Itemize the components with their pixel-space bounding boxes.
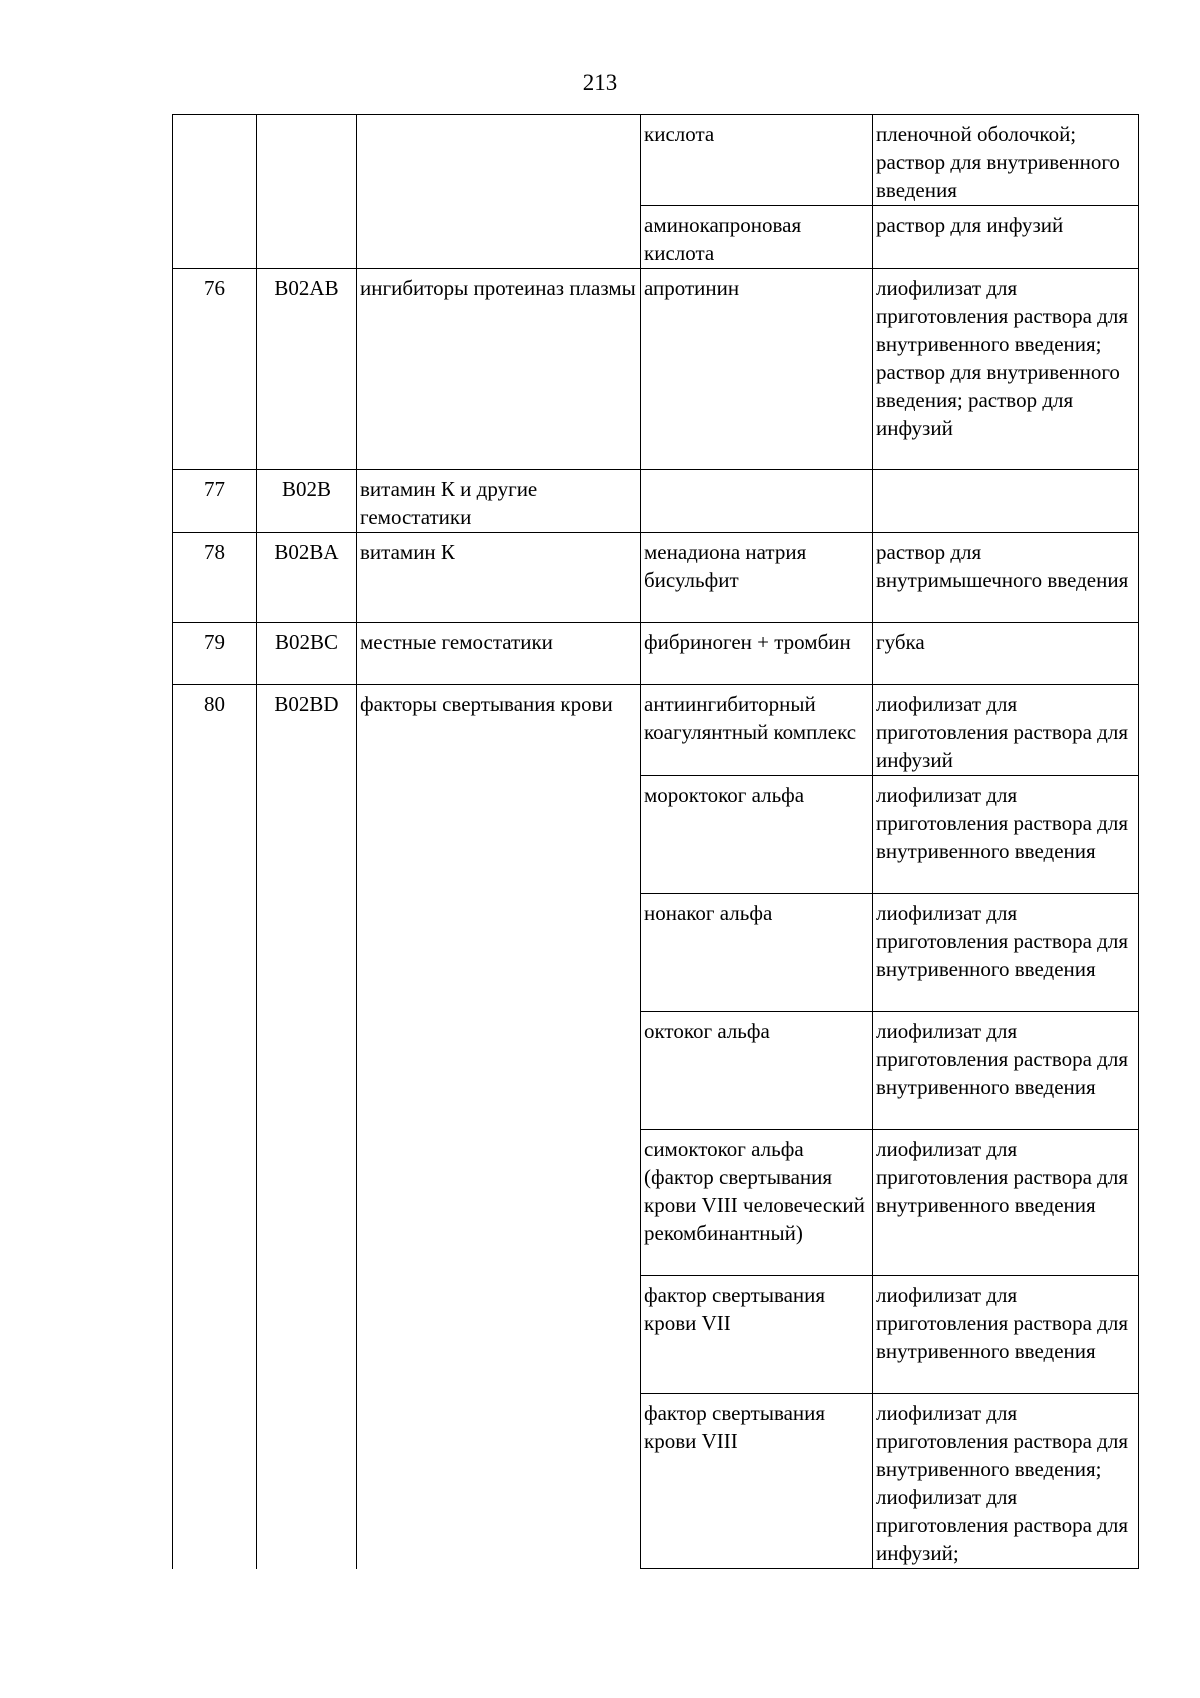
drug-name-cell: мороктоког альфа xyxy=(641,776,873,894)
drug-list-table xyxy=(172,114,1139,1569)
dosage-form-cell: раствор для инфузий xyxy=(873,206,1139,269)
drug-name-cell: апротинин xyxy=(641,269,873,470)
row-number-cell: 76 xyxy=(173,269,257,470)
group-cell: ингибиторы протеиназ плазмы xyxy=(357,269,641,470)
atc-code-cell: B02BD xyxy=(257,685,357,1569)
drug-name-cell: антиингибиторный коагулянтный комплекс xyxy=(641,685,873,776)
group-cell: витамин К и другие гемостатики xyxy=(357,470,641,533)
drug-name-cell: кислота xyxy=(641,115,873,206)
row-number-cell: 78 xyxy=(173,533,257,623)
drug-name-cell: фактор свертывания крови VIII xyxy=(641,1394,873,1569)
row-number-cell: 77 xyxy=(173,470,257,533)
drug-name-cell: фактор свертывания крови VII xyxy=(641,1276,873,1394)
dosage-form-cell: раствор для внутримышечного введения xyxy=(873,533,1139,623)
table-row xyxy=(173,470,1139,533)
dosage-form-cell: лиофилизат для приготовления раствора для внутривенного введения; лиофилизат для приготовления раствора для инфузий; xyxy=(873,1394,1139,1569)
atc-code-cell: B02BC xyxy=(257,623,357,685)
dosage-form-cell xyxy=(873,470,1139,533)
group-cell: факторы свертывания крови xyxy=(357,685,641,1569)
dosage-form-cell: лиофилизат для приготовления раствора для внутривенного введения xyxy=(873,1012,1139,1130)
group-cell xyxy=(357,115,641,269)
drug-name-cell: симоктоког альфа (фактор свертывания крови VIII человеческий рекомбинантный) xyxy=(641,1130,873,1276)
drug-name-cell: аминокапроновая кислота xyxy=(641,206,873,269)
row-number-cell: 80 xyxy=(173,685,257,1569)
atc-code-cell: B02AB xyxy=(257,269,357,470)
dosage-form-cell: лиофилизат для приготовления раствора для внутривенного введения xyxy=(873,776,1139,894)
dosage-form-cell: лиофилизат для приготовления раствора для внутривенного введения xyxy=(873,1130,1139,1276)
dosage-form-cell: лиофилизат для приготовления раствора для внутривенного введения xyxy=(873,1276,1139,1394)
row-number-cell: 79 xyxy=(173,623,257,685)
table-row xyxy=(173,115,1139,206)
group-cell: витамин К xyxy=(357,533,641,623)
drug-name-cell: нонаког альфа xyxy=(641,894,873,1012)
atc-code-cell: B02BA xyxy=(257,533,357,623)
group-cell: местные гемостатики xyxy=(357,623,641,685)
atc-code-cell: B02B xyxy=(257,470,357,533)
dosage-form-cell: пленочной оболочкой; раствор для внутривенного введения xyxy=(873,115,1139,206)
table-row xyxy=(173,269,1139,470)
row-number-cell xyxy=(173,115,257,269)
dosage-form-cell: губка xyxy=(873,623,1139,685)
drug-name-cell: октоког альфа xyxy=(641,1012,873,1130)
dosage-form-cell: лиофилизат для приготовления раствора для внутривенного введения xyxy=(873,894,1139,1012)
dosage-form-cell: лиофилизат для приготовления раствора для инфузий xyxy=(873,685,1139,776)
table-row xyxy=(173,533,1139,623)
drug-name-cell xyxy=(641,470,873,533)
page-number: 213 xyxy=(582,70,618,95)
atc-code-cell xyxy=(257,115,357,269)
table-row xyxy=(173,685,1139,776)
drug-name-cell: фибриноген + тромбин xyxy=(641,623,873,685)
table-row xyxy=(173,623,1139,685)
drug-name-cell: менадиона натрия бисульфит xyxy=(641,533,873,623)
dosage-form-cell: лиофилизат для приготовления раствора для внутривенного введения; раствор для внутривенного введения; раствор для инфузий xyxy=(873,269,1139,470)
